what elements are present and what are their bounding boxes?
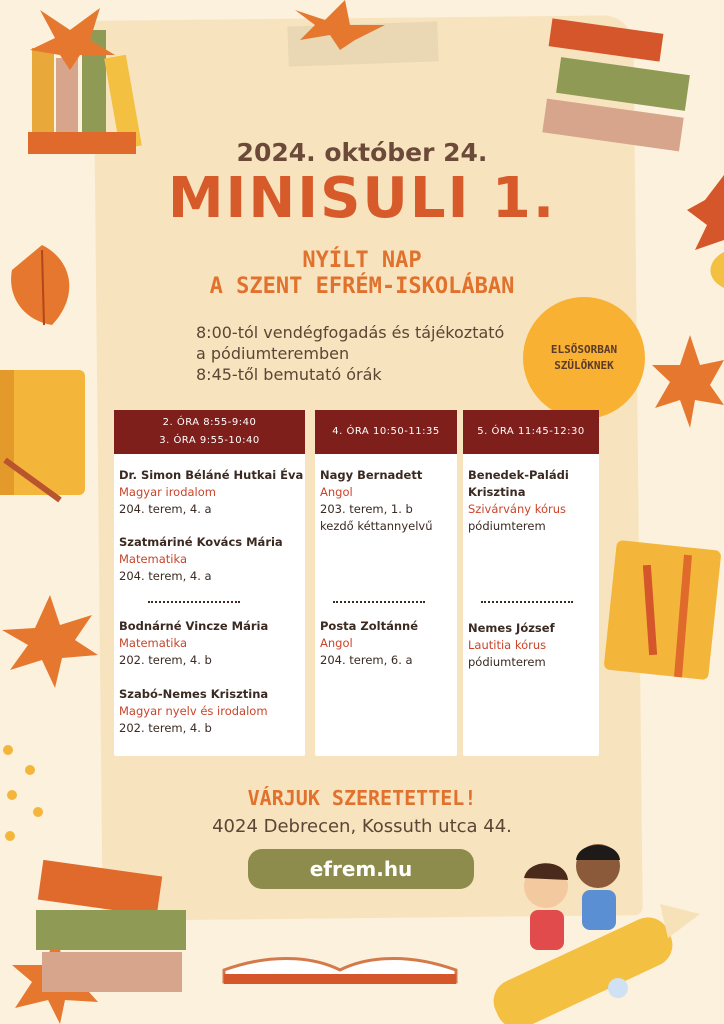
teacher-entry — [320, 467, 433, 535]
room-label: 202. terem, 4. b — [119, 721, 212, 735]
teacher-entry — [119, 467, 303, 518]
page-title: MINISULI 1. — [167, 166, 557, 231]
teacher-entry — [119, 686, 268, 737]
teacher-entry — [119, 618, 268, 669]
subject-label: Angol — [320, 636, 353, 650]
subject-label: Lautitia kórus — [468, 638, 547, 652]
open-book-icon — [220, 940, 460, 990]
maple-leaf-icon — [30, 0, 120, 70]
teacher-name: Dr. Simon Béláné Hutkai Éva — [119, 468, 304, 482]
maple-leaf-icon — [290, 0, 390, 50]
schedule-column-1 — [114, 410, 305, 756]
subject-label: Matematika — [119, 552, 188, 566]
schedule-column-2 — [315, 410, 457, 756]
class-type-label: kezdő kéttannyelvű — [320, 519, 433, 533]
room-label: 203. terem, 1. b — [320, 502, 413, 516]
maple-leaf-icon — [0, 590, 100, 690]
teacher-entry — [320, 618, 418, 669]
schedule-column-3 — [463, 410, 599, 756]
info-line1: 8:00-tól vendégfogadás és tájékoztató — [196, 323, 505, 342]
room-label: pódiumterem — [468, 655, 546, 669]
subtitle-line2: A SZENT EFRÉM-ISKOLÁBAN — [209, 274, 515, 299]
website-link[interactable]: efrem.hu — [248, 849, 474, 889]
dotted-divider — [481, 601, 573, 603]
event-date: 2024. október 24. — [236, 138, 488, 167]
dotted-divider — [148, 601, 240, 603]
address-text: 4024 Debrecen, Kossuth utca 44. — [212, 816, 512, 837]
schedule-info — [196, 322, 504, 385]
column-1-period-b: 3. ÓRA 9:55-10:40 — [159, 435, 260, 446]
dotted-divider — [333, 601, 425, 603]
teacher-name: Bodnárné Vincze Mária — [119, 619, 269, 633]
teacher-name: Benedek-Paládi — [468, 468, 569, 482]
audience-badge — [528, 302, 640, 414]
teacher-name: Szabó-Nemes Krisztina — [119, 687, 269, 701]
notebook-right-icon — [600, 535, 724, 685]
teacher-name-cont: Krisztina — [468, 485, 526, 499]
subject-label: Magyar irodalom — [119, 485, 216, 499]
info-line2: a pódiumteremben — [196, 344, 350, 363]
teacher-entry — [468, 620, 555, 671]
column-1-period-a: 2. ÓRA 8:55-9:40 — [162, 417, 257, 428]
subject-label: Magyar nyelv és irodalom — [119, 704, 268, 718]
children-illustration — [478, 838, 708, 1024]
subject-label: Angol — [320, 485, 353, 499]
room-label: 204. terem, 6. a — [320, 653, 413, 667]
badge-line1: ELSŐSORBAN — [550, 343, 618, 356]
subject-label: Matematika — [119, 636, 188, 650]
room-label: 204. terem, 4. a — [119, 502, 212, 516]
book-stack-bottom-icon — [30, 858, 200, 1008]
teacher-name: Nagy Bernadett — [320, 468, 423, 482]
teacher-name: Nemes József — [468, 621, 555, 635]
subject-label: Szivárvány kórus — [468, 502, 567, 516]
subtitle-line1: NYÍLT NAP — [302, 248, 422, 273]
maple-leaf-icon — [650, 330, 724, 430]
room-label: 204. terem, 4. a — [119, 569, 212, 583]
badge-line2: SZÜLŐKNEK — [554, 359, 614, 372]
welcome-text: VÁRJUK SZERETETTEL! — [247, 786, 477, 810]
teacher-entry — [119, 534, 283, 585]
teacher-name: Szatmáriné Kovács Mária — [119, 535, 283, 549]
column-header-1 — [114, 410, 305, 454]
notebook-icon — [0, 365, 95, 510]
column-header-3 — [463, 410, 599, 454]
teacher-entry — [468, 467, 569, 535]
info-line3: 8:45-től bemutató órák — [196, 365, 382, 384]
column-3-period: 5. ÓRA 11:45-12:30 — [477, 426, 585, 437]
column-header-2 — [315, 410, 457, 454]
room-label: pódiumterem — [468, 519, 546, 533]
teacher-name: Posta Zoltánné — [320, 619, 419, 633]
room-label: 202. terem, 4. b — [119, 653, 212, 667]
column-2-period: 4. ÓRA 10:50-11:35 — [332, 426, 440, 437]
